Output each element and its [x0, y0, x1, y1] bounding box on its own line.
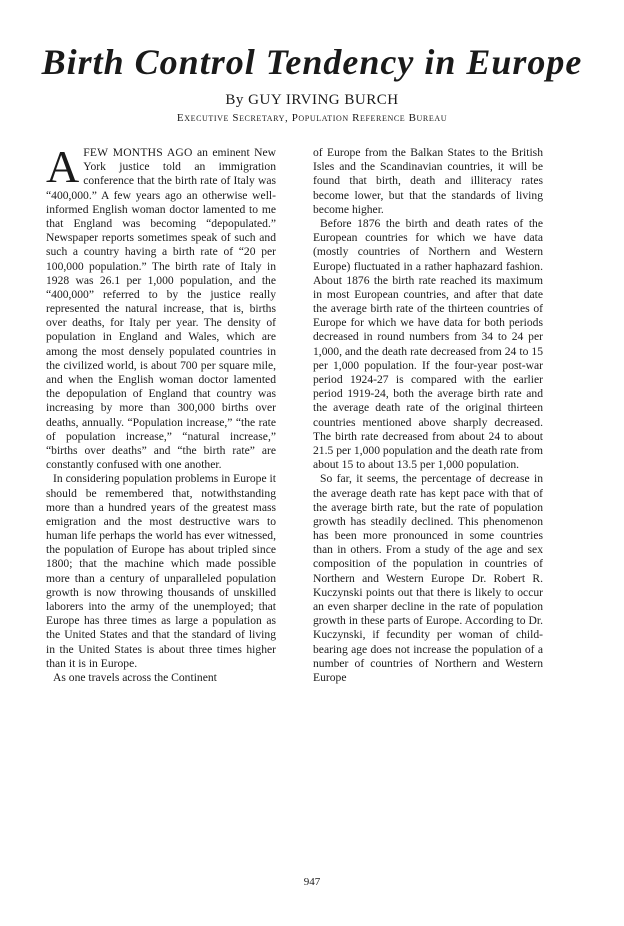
lead-in-caps: FEW MONTHS AGO: [83, 146, 193, 159]
paragraph: So far, it seems, the percentage of decrease in the average death rate has kept pace with that of the average birth rate, but the rate of population growth has steadily declined. This phenomenon has been more pronounced in some countries than in others. From a study of the age and sex composition of the population in countries of Northern and Western Europe Dr. Robert R. Kuczynski points out that there is likely to occur an even sharper decline in the rate of population growth in these parts of Europe. According to Dr. Kuczynski, if fecundity per woman of child-bearing age does not increase the population of a number of countries of Northern and Western Europe: [313, 472, 543, 684]
drop-cap: A: [46, 141, 80, 192]
opening-paragraph: [46, 141, 277, 472]
paragraph-text: an eminent New York justice told an immigration conference that the birth rate of Italy was “400,000.” A few years ago an otherwise well-informed English woman doctor lamented to me that England was becoming “depopulated.” Newspaper reports sometimes speak of such and such a country having a birth rate of “20 per 100,000 population.” The birth rate of Italy in 1928 was 26.1 per 1,000 population, and the “400,000” referred to by the justice really represented the natural increase, that is, births over deaths, for Italy per year. The density of population in England and Wales, which are among the most densely populated countries in the civilized world, is about 700 per square mile, and when the English woman doctor lamented the depopulation of England that country was increasing by more than 300,000 births over deaths, annually. “Population increase,” “the rate of population increase,” “natural increase,” “births over deaths” and “the birth rate” are constantly confused with one another.: [46, 146, 277, 472]
article-title: Birth Control Tendency in Europe: [41, 42, 583, 82]
author-affiliation: Executive Secretary, Population Reference Bureau: [176, 112, 448, 124]
left-column: [46, 141, 277, 685]
author-byline: By GUY IRVING BURCH: [225, 92, 399, 108]
right-column: [313, 146, 543, 685]
paragraph: In considering population problems in Europe it should be remembered that, notwithstanding more than a hundred years of the greatest mass emigration and the most destructive wars to human life perhaps the world has ever witnessed, the population of Europe has about tripled since 1800; that the machine which made possible more than a century of unparalleled population growth is now throwing thousands of unskilled laborers into the army of the unemployed; that Europe has three times as large a population as the United States and that the standard of living in the United States is about three times higher than it is in Europe.: [46, 472, 276, 670]
page-number: 947: [303, 876, 321, 888]
paragraph: Before 1876 the birth and death rates of the European countries for which we have data (mostly countries of Northern and Western Europe) fluctuated in a rather haphazard fashion. About 1876 the birth rate reached its maximum in most European countries, and after that date the average birth rate of the thirteen countries of Europe for which we have data for both periods decreased in round numbers from 34 to 24 per 1,000, and the death rate decreased from 24 to 15 per 1,000 population. If the four-year post-war period 1924-27 is compared with the earlier period 1919-24, both the average birth rate and the average death rate of the original thirteen countries mentioned above sharply decreased. The birth rate decreased from about 24 to about 21.5 per 1,000 population and the death rate from about 15 to about 13.5 per 1,000 population.: [313, 216, 543, 472]
paragraph: of Europe from the Balkan States to the British Isles and the Scandinavian countries, it will be found that birth, death and illiteracy rates become lower, but that the standards of living become higher.: [313, 146, 543, 216]
paragraph: As one travels across the Continent: [53, 670, 217, 684]
